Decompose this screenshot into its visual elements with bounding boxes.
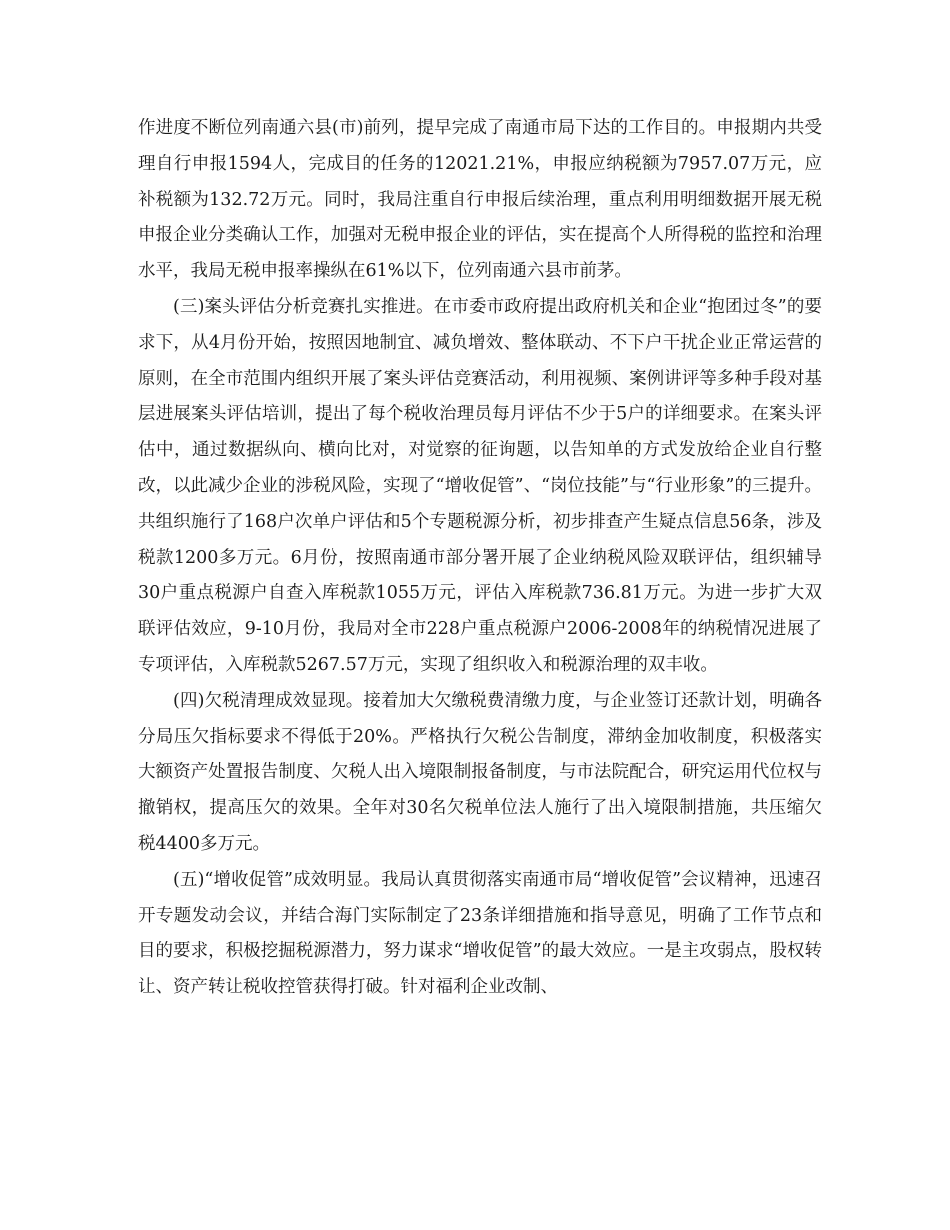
document-body: [138, 111, 822, 1006]
paragraph-3: (四)欠税清理成效显现。接着加大欠缴税费清缴力度，与企业签订还款计划，明确各分局压欠指标要求不得低于20%。严格执行欠税公告制度，滞纳金加收制度，积极落实大额资产处置报告制度、欠税人出入境限制报备制度，与市法院配合，研究运用代位权与撤销权，提高压欠的效果。全年对30名欠税单位法人施行了出入境限制措施，共压缩欠税4400多万元。: [138, 690, 822, 854]
paragraph-1: 作进度不断位列南通六县(市)前列，提早完成了南通市局下达的工作目的。申报期内共受理自行申报1594人，完成目的任务的12021.21%，申报应纳税额为7957.07万元，应补税额为132.72万元。同时，我局注重自行申报后续治理，重点利用明细数据开展无税申报企业分类确认工作，加强对无税申报企业的评估，实在提高个人所得税的监控和治理水平，我局无税申报率操纵在61%以下，位列南通六县市前茅。: [138, 118, 822, 282]
paragraph-2: (三)案头评估分析竞赛扎实推进。在市委市政府提出政府机关和企业“抱团过冬”的要求下，从4月份开始，按照因地制宜、减负增效、整体联动、不下户干扰企业正常运营的原则，在全市范围内组织开展了案头评估竞赛活动，利用视频、案例讲评等多种手段对基层进展案头评估培训，提出了每个税收治理员每月评估不少于5户的详细要求。在案头评估中，通过数据纵向、横向比对，对觉察的征询题，以告知单的方式发放给企业自行整改，以此减少企业的涉税风险，实现了“增收促管”、“岗位技能”与“行业形象”的三提升。共组织施行了168户次单户评估和5个专题税源分析，初步排查产生疑点信息56条，涉及税款1200多万元。6月份，按照南通市部分署开展了企业纳税风险双联评估，组织辅导30户重点税源户自查入库税款1055万元，评估入库税款736.81万元。为进一步扩大双联评估效应，9-10月份，我局对全市228户重点税源户2006-2008年的纳税情况进展了专项评估，入库税款5267.57万元，实现了组织收入和税源治理的双丰收。: [138, 296, 822, 675]
paragraph-4: (五)“增收促管”成效明显。我局认真贯彻落实南通市局“增收促管”会议精神，迅速召开专题发动会议，并结合海门实际制定了23条详细措施和指导意见，明确了工作节点和目的要求，积极挖掘税源潜力，努力谋求“增收促管”的最大效应。一是主攻弱点，股权转让、资产转让税收控管获得打破。针对福利企业改制、: [138, 869, 822, 998]
